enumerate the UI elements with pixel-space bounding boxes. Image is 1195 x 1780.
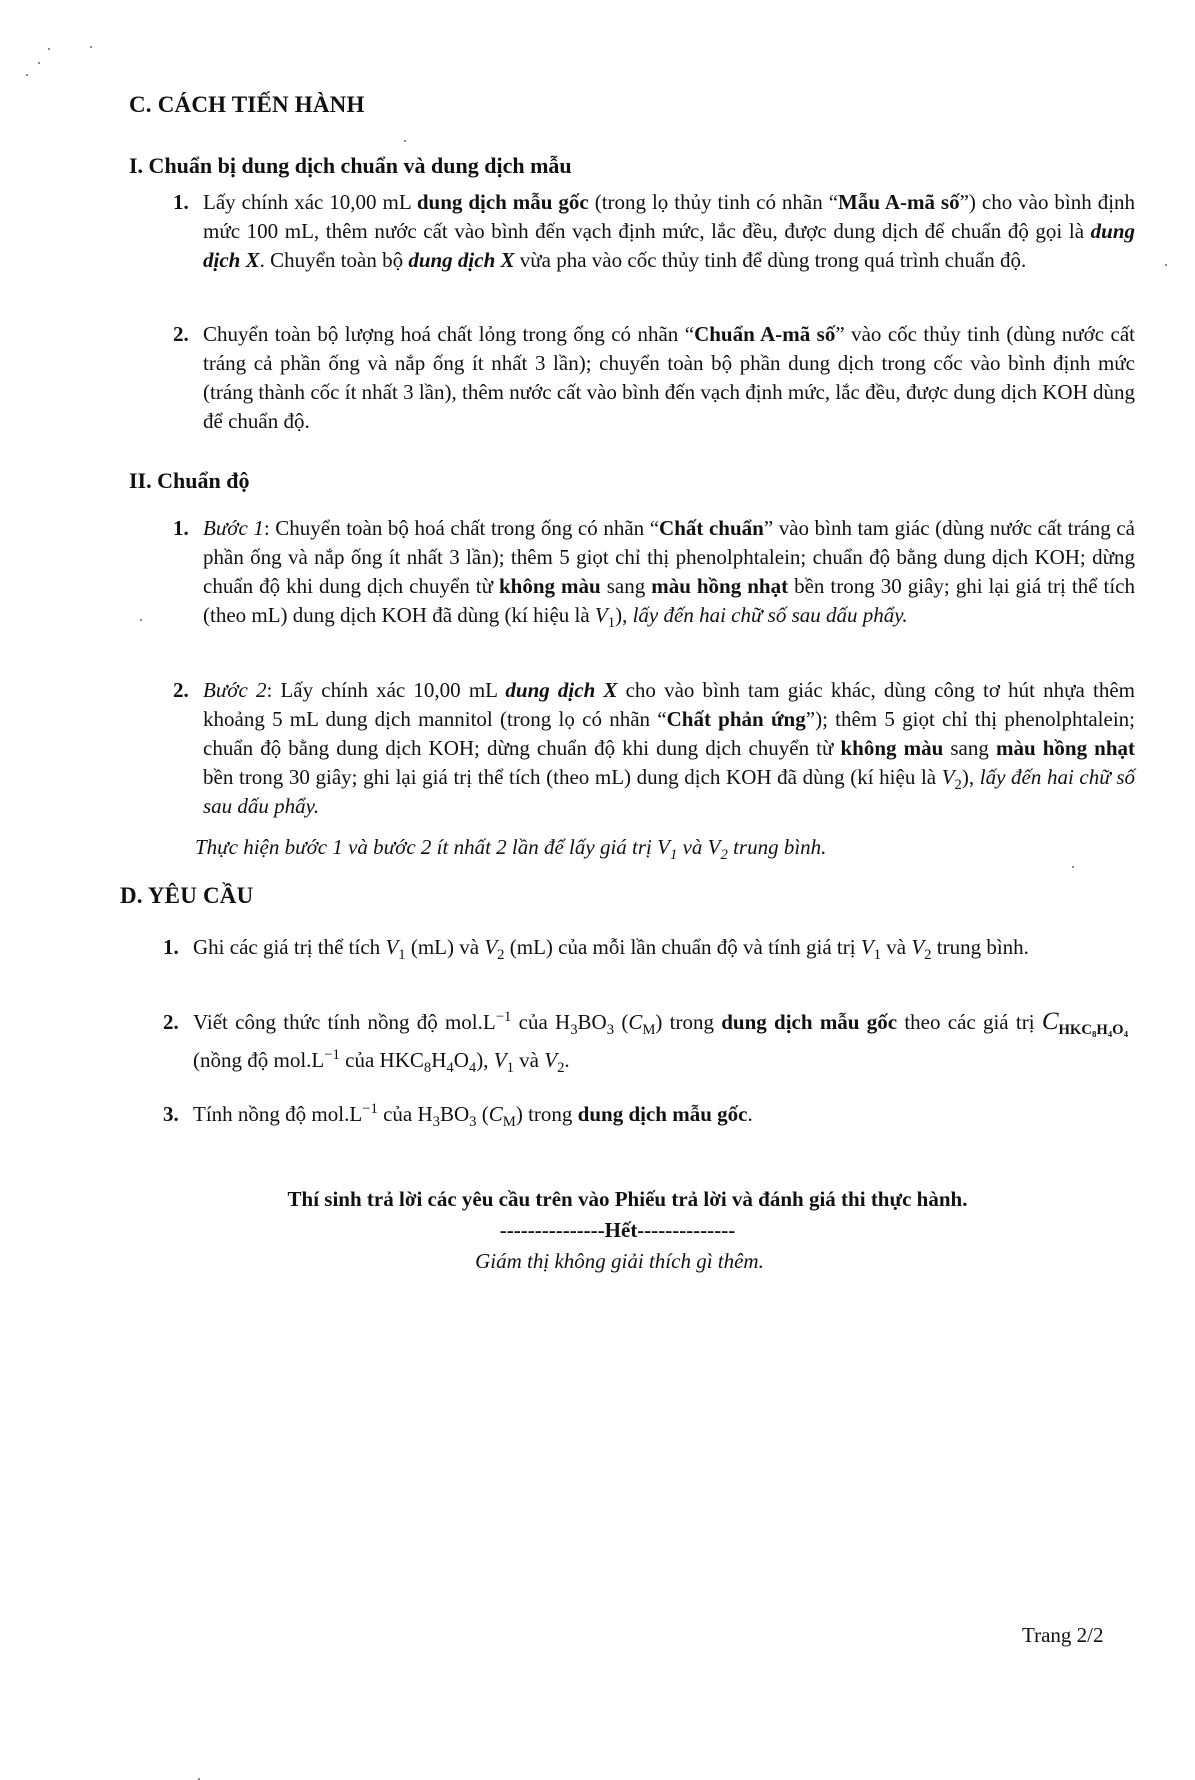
- bold-text: dung dịch mẫu gốc: [416, 190, 589, 214]
- subscript: 8: [423, 1060, 432, 1077]
- bold-text: không màu: [840, 736, 944, 760]
- text: của H: [377, 1102, 433, 1126]
- part2-item-2: [173, 676, 1136, 821]
- subscript: 1: [873, 947, 882, 964]
- text: . Chuyển toàn bộ: [259, 248, 409, 272]
- italic-text: lấy đến hai chữ số sau dấu phẩy.: [203, 765, 1135, 818]
- text: bền trong 30 giây; ghi lại giá trị thể tích (theo mL) dung dịch KOH đã dùng (kí hiệu là: [203, 574, 1135, 627]
- requirement-item-1: [163, 933, 1128, 964]
- subscript: 2: [954, 777, 962, 794]
- text: trung bình.: [727, 835, 827, 859]
- variable: V: [385, 935, 399, 959]
- part1-item-1: [173, 188, 1136, 275]
- variable: V: [594, 603, 608, 627]
- variable: V: [911, 935, 925, 959]
- text: ) trong: [655, 1010, 722, 1034]
- subscript: 1: [669, 847, 678, 864]
- text: Lấy chính xác 10,00 mL: [203, 190, 417, 214]
- scan-speck: [90, 46, 92, 48]
- text: ) trong: [515, 1102, 578, 1126]
- end-marker: ---------------Hết--------------: [499, 1218, 736, 1242]
- text: (: [476, 1102, 489, 1126]
- text: : Chuyển toàn bộ hoá chất trong ống có nhãn “: [263, 516, 660, 540]
- closing-instruction: Thí sinh trả lời các yêu cầu trên vào Phiếu trả lời và đánh giá thi thực hành.: [287, 1187, 968, 1211]
- variable: C: [628, 1010, 643, 1034]
- item-number: 2.: [163, 1010, 179, 1034]
- superscript: −1: [495, 1009, 512, 1025]
- subscript: 3: [432, 1114, 440, 1131]
- text: của H: [511, 1010, 571, 1034]
- text: ” vào cốc thủy tinh (dùng nước cất tráng cả phần ống và nắp ống ít nhất 3 lần); chuyển toàn bộ phần dung dịch trong cốc vào bình định mức (tráng thành cốc ít nhất 3 lần), thêm nước cất vào bình đến vạch định mức, lắc đều, được dung dịch KOH dùng để chuẩn độ.: [203, 322, 1135, 433]
- scan-speck: [48, 48, 50, 50]
- text: H: [431, 1048, 447, 1072]
- bold-text: màu hồng nhạt: [651, 574, 789, 598]
- subscript: 1: [398, 947, 406, 964]
- bold-italic-text: dung dịch X: [505, 678, 618, 702]
- text: theo các giá trị: [897, 1010, 1042, 1034]
- scan-speck: [26, 74, 28, 76]
- subscript: 3: [606, 1022, 615, 1039]
- subscript: 4: [468, 1060, 477, 1077]
- variable: V: [707, 835, 721, 859]
- part2-title: II. Chuẩn độ: [129, 468, 250, 493]
- text: (trong lọ thủy tinh có nhãn “: [588, 190, 839, 214]
- text: O: [453, 1048, 469, 1072]
- text: BO: [577, 1010, 607, 1034]
- text: Chuyển toàn bộ lượng hoá chất lỏng trong ống có nhãn “: [203, 322, 695, 346]
- bold-text: Chất chuẩn: [659, 516, 764, 540]
- text: Tính nồng độ mol.L: [193, 1102, 363, 1126]
- text: cho vào bình tam giác khác, dùng công tơ hút nhựa thêm khoảng 5 mL dung dịch mannitol (trong lọ có nhãn “: [203, 678, 1136, 731]
- text: .: [747, 1102, 753, 1126]
- text: Thực hiện bước 1 và bước 2 ít nhất 2 lần để lấy giá trị: [195, 835, 658, 859]
- variable: C: [1041, 1008, 1059, 1035]
- text: ),: [961, 765, 980, 789]
- subscript: 2: [497, 947, 505, 964]
- item-number: 2.: [173, 322, 189, 346]
- text: (nồng độ mol.L: [193, 1048, 325, 1072]
- text: ”); thêm 5 giọt chỉ thị phenolphtalein; chuẩn độ bằng dung dịch KOH; dừng chuẩn độ khi dung dịch chuyển từ: [203, 707, 1135, 760]
- text: và: [677, 835, 708, 859]
- item-number: 3.: [163, 1102, 179, 1126]
- page-number: Trang 2/2: [1022, 1623, 1104, 1647]
- scan-speck: [1165, 264, 1167, 266]
- item-number: 1.: [163, 935, 179, 959]
- text: và: [513, 1048, 545, 1072]
- part1-item-2: [173, 320, 1135, 436]
- text: vừa pha vào cốc thủy tinh để dùng trong quá trình chuẩn độ.: [514, 248, 1027, 272]
- variable: V: [484, 935, 498, 959]
- text: BO: [439, 1102, 470, 1126]
- scan-speck: [140, 619, 142, 621]
- subscript: 4: [446, 1060, 454, 1077]
- text: sang: [600, 574, 652, 598]
- subscript: 3: [570, 1022, 578, 1039]
- italic-text: Bước 1: [203, 516, 264, 540]
- text: : Lấy chính xác 10,00 mL: [266, 678, 506, 702]
- scan-speck: [38, 62, 40, 64]
- subscript: HKC₈H₄O₄: [1058, 1022, 1129, 1039]
- superscript: −1: [362, 1101, 378, 1117]
- subscript: 2: [720, 847, 728, 864]
- text: và: [881, 935, 912, 959]
- bold-text: Chất phản ứng: [666, 707, 806, 731]
- item-number: 1.: [173, 516, 189, 540]
- scan-speck: [1072, 866, 1074, 868]
- text: (mL) của mỗi lần chuẩn độ và tính giá trị: [504, 935, 861, 959]
- item-number: 2.: [173, 678, 189, 702]
- text: Ghi các giá trị thể tích: [193, 935, 386, 959]
- subscript: 1: [506, 1060, 514, 1077]
- variable: V: [493, 1048, 507, 1072]
- text: ”) cho vào bình định mức 100 mL, thêm nước cất vào bình đến vạch định mức, lắc đều, được dung dịch để chuẩn độ gọi là: [203, 190, 1136, 243]
- subscript: 3: [469, 1114, 477, 1131]
- text: trung bình.: [931, 935, 1029, 959]
- bold-italic-text: dung dịch X: [408, 248, 515, 272]
- variable: C: [488, 1102, 503, 1126]
- bold-text: màu hồng nhạt: [995, 736, 1136, 760]
- subscript: 1: [607, 615, 616, 632]
- italic-text: Bước 2: [203, 678, 267, 702]
- subscript: M: [642, 1022, 656, 1039]
- italic-text: lấy đến hai chữ số sau dấu phẩy.: [632, 603, 908, 627]
- subscript: 2: [924, 947, 932, 964]
- variable: V: [657, 835, 670, 859]
- variable: V: [544, 1048, 558, 1072]
- bold-text: dung dịch mẫu gốc: [721, 1010, 898, 1034]
- bold-italic-text: dung dịch X: [203, 219, 1135, 272]
- superscript: −1: [324, 1047, 340, 1063]
- text: ” vào bình tam giác (dùng nước cất tráng cả phần ống và nắp ống ít nhất 3 lần); thêm 5 giọt chỉ thị phenolphtalein; chuẩn độ bằng dung dịch KOH; dừng chuẩn độ khi dung dịch chuyển từ: [203, 516, 1136, 598]
- variable: V: [941, 765, 955, 789]
- bold-text: Chuẩn A-mã số: [694, 322, 836, 346]
- scan-speck: [404, 140, 406, 142]
- text: (mL) và: [405, 935, 485, 959]
- bold-text: dung dịch mẫu gốc: [577, 1102, 748, 1126]
- bold-text: Mẫu A-mã số: [838, 190, 960, 214]
- item-number: 1.: [173, 190, 189, 214]
- subscript: 2: [557, 1060, 565, 1077]
- part2-item-1: [173, 514, 1136, 632]
- variable: V: [860, 935, 874, 959]
- section-d-title: D. YÊU CẦU: [120, 883, 254, 908]
- text: Viết công thức tính nồng độ mol.L: [193, 1010, 496, 1034]
- requirement-item-3: [163, 1100, 1128, 1131]
- text: bền trong 30 giây; ghi lại giá trị thể tích (theo mL) dung dịch KOH đã dùng (kí hiệu là: [203, 765, 942, 789]
- text: (: [614, 1010, 629, 1034]
- bold-text: không màu: [498, 574, 601, 598]
- repeat-note: [195, 835, 827, 864]
- part1-title: I. Chuẩn bị dung dịch chuẩn và dung dịch mẫu: [129, 153, 572, 178]
- section-c-title: C. CÁCH TIẾN HÀNH: [129, 92, 365, 117]
- text: sang: [943, 736, 996, 760]
- subscript: M: [502, 1114, 516, 1131]
- requirement-item-2: [163, 1003, 1129, 1079]
- text: của HKC: [339, 1048, 424, 1072]
- proctor-note: Giám thị không giải thích gì thêm.: [475, 1249, 764, 1273]
- text: .: [564, 1048, 570, 1072]
- text: ),: [476, 1048, 494, 1072]
- text: ),: [615, 603, 633, 627]
